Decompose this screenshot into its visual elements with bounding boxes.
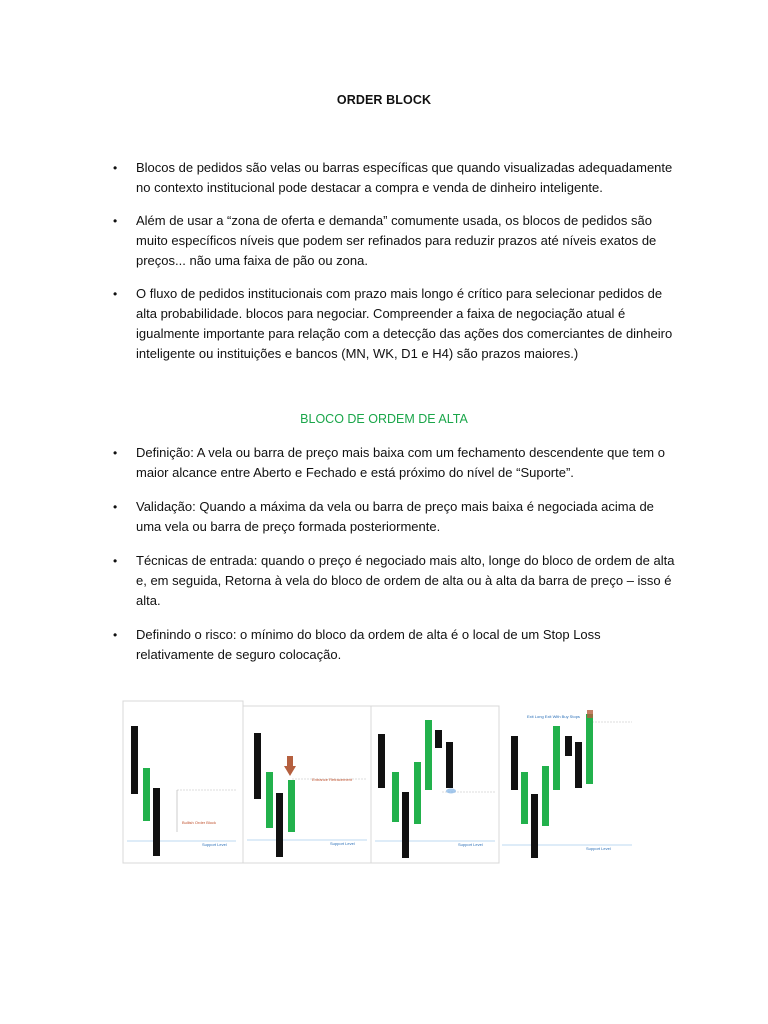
bullet-icon: • <box>113 161 118 175</box>
list-item-text: Técnicas de entrada: quando o preço é negociado mais alto, longe do bloco de ordem de alta e, em seguida, Retorna à vela do bloco de ordem de alta ou à alta da barra de preço – isso é alta. <box>136 553 675 608</box>
list-item <box>0 158 768 198</box>
candle-bear <box>131 726 138 794</box>
candle-bear <box>531 794 538 858</box>
candle-bear <box>511 736 518 790</box>
list-item-text: Definição: A vela ou barra de preço mais baixa com um fechamento descendente que tem o maior alcance entre Aberto e Fechado e está próximo do nível de “Suporte”. <box>136 445 665 480</box>
list-item <box>0 625 768 665</box>
list-item-text: Além de usar a “zona de oferta e demanda” comumente usada, os blocos de pedidos são muito específicos níveis que podem ser refinados para reduzir prazos até níveis exatos de preços... não uma faixa de pão ou zona. <box>136 213 657 268</box>
bullet-icon: • <box>113 628 118 642</box>
candle-bear <box>254 733 261 799</box>
list-item <box>0 551 768 611</box>
bullet-icon: • <box>113 214 118 228</box>
list-item <box>0 497 768 537</box>
panel-2-frame <box>243 706 371 863</box>
section-list <box>0 443 768 679</box>
list-item-text: Blocos de pedidos são velas ou barras específicas que quando visualizadas adequadamente no contexto institucional pode destacar a compra e venda de dinheiro inteligente. <box>136 160 673 195</box>
panel-1-frame <box>123 701 243 863</box>
support-label: Support Level <box>458 842 483 847</box>
candle-bull <box>542 766 549 826</box>
intro-list <box>0 158 768 377</box>
list-item <box>0 284 768 364</box>
section-title: BLOCO DE ORDEM DE ALTA <box>300 412 468 426</box>
list-item-text: O fluxo de pedidos institucionais com prazo mais longo é crítico para selecionar pedidos de alta probabilidade. blocos para negociar. Compreender a faixa de negociação atual é igualmente importante para relação com a detecção das ações dos comerciantes de dinheiro inteligente ou instituições e bancos (MN, WK, D1 e H4) são prazos maiores.) <box>136 286 673 361</box>
candle-bull <box>425 720 432 790</box>
candle-bear <box>402 792 409 858</box>
support-label: Support Level <box>586 846 611 851</box>
list-item <box>0 443 768 483</box>
candle-bear <box>276 793 283 857</box>
candle-bull <box>586 714 593 784</box>
list-item-text: Definindo o risco: o mínimo do bloco da ordem de alta é o local de um Stop Loss relativamente de seguro colocação. <box>136 627 601 662</box>
note-label: Bullish Order Block <box>182 820 217 825</box>
order-block-figure <box>122 700 634 866</box>
candle-bear <box>435 730 442 748</box>
candle-bear <box>378 734 385 788</box>
candle-bull <box>266 772 273 828</box>
list-item-text: Validação: Quando a máxima da vela ou barra de preço mais baixa é negociada acima de uma vela ou barra de preço formada posteriormente. <box>136 499 654 534</box>
bullet-icon: • <box>113 500 118 514</box>
candle-bull <box>553 726 560 790</box>
candlestick-illustration <box>122 700 634 866</box>
exit-marker <box>587 710 593 718</box>
support-label: Support Level <box>330 841 355 846</box>
candle-bull <box>288 780 295 832</box>
note-label: Entrance Retracement <box>312 777 353 782</box>
panel-4 <box>502 710 632 858</box>
candle-bear <box>446 742 453 788</box>
candle-bull <box>143 768 150 821</box>
candle-bull <box>392 772 399 822</box>
candle-bear <box>565 736 572 756</box>
touch-marker <box>446 789 456 794</box>
bullet-icon: • <box>113 446 118 460</box>
candle-bear <box>153 788 160 856</box>
candle-bear <box>575 742 582 788</box>
page-title: ORDER BLOCK <box>336 93 432 107</box>
note-label: Exit Long Exit With Buy Stops <box>527 714 580 719</box>
bullet-icon: • <box>113 287 118 301</box>
support-label: Support Level <box>202 842 227 847</box>
list-item <box>0 211 768 271</box>
panel-3-frame <box>371 706 499 863</box>
bullet-icon: • <box>113 554 118 568</box>
candle-bull <box>414 762 421 824</box>
candle-bull <box>521 772 528 824</box>
